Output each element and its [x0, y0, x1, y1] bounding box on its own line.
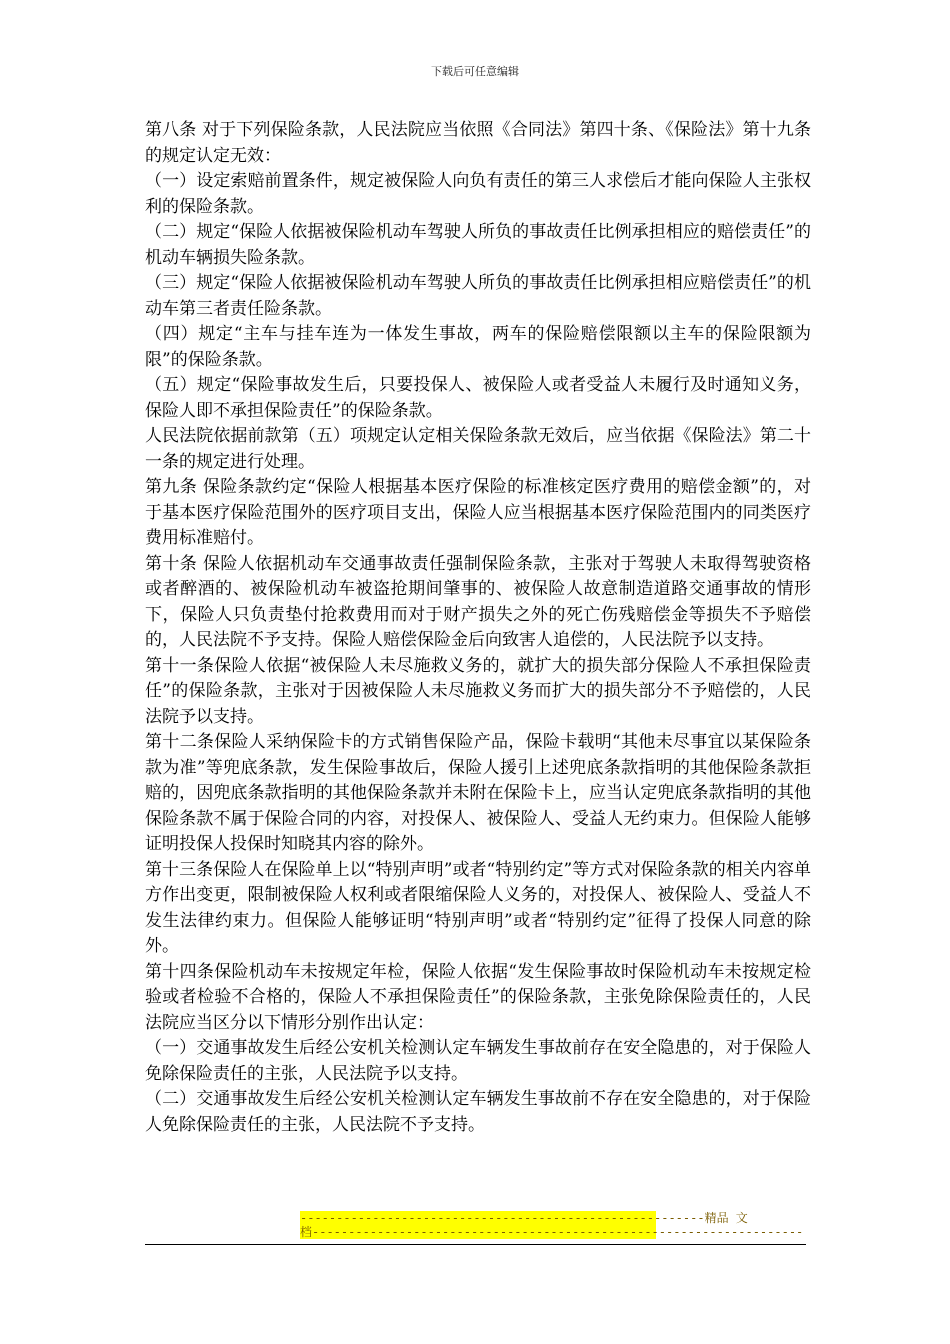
article-8-item-3: （三）规定“保险人依据被保险机动车驾驶人所负的事故责任比例承担相应赔偿责任”的机动车第三者责任险条款。: [145, 273, 811, 319]
article-8-item-1: （一）设定索赔前置条件，规定被保险人向负有责任的第三人求偿后才能向保险人主张权利的保险条款。: [145, 171, 811, 217]
article-8-item-4: （四）规定“主车与挂车连为一体发生事故，两车的保险赔偿限额以主车的保险限额为限”的保险条款。: [145, 324, 811, 370]
article-12: 第十二条保险人采纳保险卡的方式销售保险产品，保险卡载明“其他未尽事宜以某保险条款为准”等兜底条款，发生保险事故后，保险人援引上述兜底条款指明的其他保险条款拒赔的，因兜底条款指明的其他保险条款并未附在保险卡上，应当认定兜底条款指明的其他保险条款不属于保险合同的内容，对投保人、被保险人、受益人无约束力。但保险人能够证明投保人投保时知晓其内容的除外。: [145, 732, 811, 854]
footer-watermark-banner: [300, 1211, 804, 1239]
article-13: 第十三条保险人在保险单上以“特别声明”或者“特别约定”等方式对保险条款的相关内容单方作出变更，限制被保险人权利或者限缩保险人义务的，对投保人、被保险人、受益人不发生法律约束力。但保险人能够证明“特别声明”或者“特别约定”征得了投保人同意的除外。: [145, 859, 811, 956]
footer-banner-line-1: --------------------------------------------------------精品 文: [300, 1211, 748, 1225]
article-8-item-2: （二）规定“保险人依据被保险机动车驾驶人所负的事故责任比例承担相应的赔偿责任”的机动车辆损失险条款。: [145, 222, 811, 268]
article-10: 第十条 保险人依据机动车交通事故责任强制保险条款，主张对于驾驶人未取得驾驶资格或者醉酒的、被保险机动车被盗抢期间肇事的、被保险人故意制造道路交通事故的情形下，保险人只负责垫付抢救费用而对于财产损失之外的死亡伤残赔偿金等损失不予赔偿的，人民法院不予支持。保险人赔偿保险金后向致害人追偿的，人民法院予以支持。: [145, 553, 811, 650]
article-8-note: 人民法院依据前款第（五）项规定认定相关保险条款无效后，应当依据《保险法》第二十一条的规定进行处理。: [145, 426, 811, 472]
document-body: [145, 118, 811, 1138]
article-11: 第十一条保险人依据“被保险人未尽施救义务的，就扩大的损失部分保险人不承担保险责任”的保险条款，主张对于因被保险人未尽施救义务而扩大的损失部分不予赔偿的，人民法院予以支持。: [145, 655, 811, 727]
article-8-item-5: （五）规定“保险事故发生后，只要投保人、被保险人或者受益人未履行及时通知义务，保险人即不承担保险责任”的保险条款。: [145, 375, 811, 421]
footer-divider: [145, 1244, 806, 1245]
article-14-intro: 第十四条保险机动车未按规定年检，保险人依据“发生保险事故时保险机动车未按规定检验或者检验不合格的，保险人不承担保险责任”的保险条款，主张免除保险责任的，人民法院应当区分以下情形分别作出认定：: [145, 961, 811, 1033]
article-9: 第九条 保险条款约定“保险人根据基本医疗保险的标准核定医疗费用的赔偿金额”的，对于基本医疗保险范围外的医疗项目支出，保险人应当根据基本医疗保险范围内的同类医疗费用标准赔付。: [145, 477, 811, 548]
article-14-item-1: （一）交通事故发生后经公安机关检测认定车辆发生事故前存在安全隐患的，对于保险人免除保险责任的主张，人民法院予以支持。: [145, 1038, 811, 1084]
article-8-intro: 第八条 对于下列保险条款，人民法院应当依照《合同法》第四十条、《保险法》第十九条的规定认定无效：: [145, 120, 811, 166]
article-14-item-2: （二）交通事故发生后经公安机关检测认定车辆发生事故前不存在安全隐患的，对于保险人免除保险责任的主张，人民法院不予支持。: [145, 1089, 811, 1135]
header-note: 下载后可任意编辑: [431, 65, 519, 78]
footer-banner-line-2: 档--------------------------------------------------------------------: [300, 1225, 804, 1239]
